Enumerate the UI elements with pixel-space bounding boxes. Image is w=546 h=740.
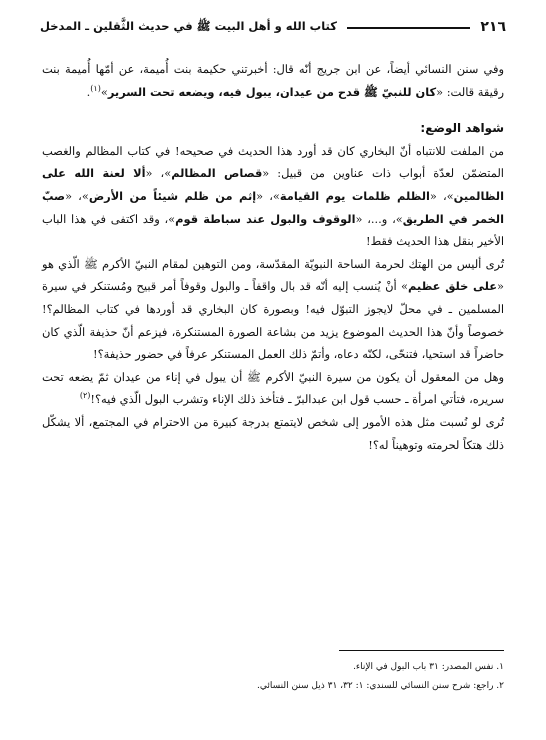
footnote-separator bbox=[339, 650, 504, 651]
quoted-phrase: على خلق عظيم bbox=[408, 279, 498, 294]
text-run: . bbox=[86, 84, 91, 99]
paragraph-1 bbox=[42, 58, 504, 103]
paragraph-4 bbox=[42, 366, 504, 411]
text-run: تُرى أليس من الهتك لحرمة الساحة النبويّة المقدّسة، ومن التوهين لمقام النبيّ الأكرم ﷺ الّذي هو « bbox=[42, 256, 504, 294]
text-run: » bbox=[100, 84, 108, 99]
text-run: »، و...، « bbox=[355, 211, 403, 226]
chapter-title: قصاص المظالم bbox=[171, 166, 263, 181]
footnote-2: ٢. راجع: شرح سنن النسائي للسندي: ١: ٣٢، ٣١ ذيل سنن النسائي. bbox=[256, 681, 504, 691]
text-run: »، « bbox=[145, 166, 172, 181]
footnote-ref-1: (١) bbox=[90, 83, 101, 93]
chapter-title: الظلم ظلمات يوم القيامة bbox=[279, 188, 430, 203]
section-heading: شواهد الوضع: bbox=[420, 121, 504, 136]
text-run: وفي سنن النسائي أيضاً، عن ابن جريج أنّه قال: أخبرتني حكيمة بنت أُميمة، عن أمّها أُميمة بنت رقيقة قالت: « bbox=[42, 62, 504, 99]
footnote-ref-2: (٢) bbox=[79, 391, 91, 401]
chapter-title: ألا لعنة الله على الظالمين bbox=[42, 166, 504, 203]
chapter-title: الوقوف والبول عند سباطة قوم bbox=[175, 211, 356, 226]
spacer bbox=[42, 103, 504, 117]
footnotes bbox=[42, 658, 504, 696]
text-run: »، « bbox=[65, 188, 89, 203]
paragraph-5: تُرى لو نُسبت مثل هذه الأمور إلى شخص لايتمتع بدرجة كبيرة من الاحترام في المجتمع، ألا يشكّل ذلك هتكاً لحرمته وتوهيناً له؟! bbox=[42, 414, 504, 452]
page-number: ٢١٦ bbox=[480, 19, 506, 35]
paragraph-3 bbox=[42, 253, 504, 366]
page-body bbox=[42, 58, 504, 456]
text-run: »، « bbox=[429, 188, 454, 203]
text-run: من الملفت للانتباه أنّ البخاري كان قد أورد هذا الحديث في صحيحه! في كتاب المظالم والغصب المتضمّن لعدّة أبواب ذات عناوين من قبيل: « bbox=[42, 143, 504, 181]
running-title: كتاب الله و أهل البيت ﷺ في حديث الثَّقلين ـ المدخل bbox=[40, 18, 337, 33]
quoted-hadith: كان للنبيّ ﷺ قدح من عيدان، يبول فيه، ويضعه تحت السرير bbox=[107, 84, 437, 99]
paragraph-2 bbox=[42, 140, 504, 253]
chapter-title: إثم من ظلم شيئاً من الأرض bbox=[88, 188, 257, 203]
footnote-1: ١. نفس المصدر: ٣١ باب البول في الإناء. bbox=[353, 662, 504, 672]
text-run: » أنْ يُنسب إليه أنّه قد بال واقفاً ـ والبول وقوفاً أمر قبيح ومُستنكر في سيرة المسلمين ـ في محلّ لايجوز التبوّل فيه! وبصورة كان البخاري قد أوردها في كتاب المظالم؟! خصوصاً وأنّ هذا الحديث الموضوع يزيد من بشاعة الصورة المستنكرة، فيزعم أنّ حذيفة الّذي كان حاضراً قد استحيا، فتنحّى، لكنّه دعاه، وأتمّ ذلك العمل المستنكر عرفاً في حضور حذيفة؟! bbox=[42, 279, 504, 362]
chapter-title: صبّ الخمر في الطريق bbox=[42, 188, 504, 226]
text-run: »، « bbox=[256, 188, 280, 203]
text-run: »، وقد اكتفى في هذا الباب الأخير بنقل هذا الحديث فقط! bbox=[42, 211, 504, 249]
text-run: وهل من المعقول أن يكون من سيرة النبيّ الأكرم ﷺ أن يبول في إناء من عيدان ثمّ يضعه تحت سريره، فتأتي امرأة ـ حسب قول ابن عبدالبرّ ـ فتأخذ ذلك الإناء وتشرب البول الّذي فيه؟! bbox=[42, 369, 504, 407]
header-rule bbox=[347, 27, 470, 29]
page-header bbox=[40, 14, 506, 40]
